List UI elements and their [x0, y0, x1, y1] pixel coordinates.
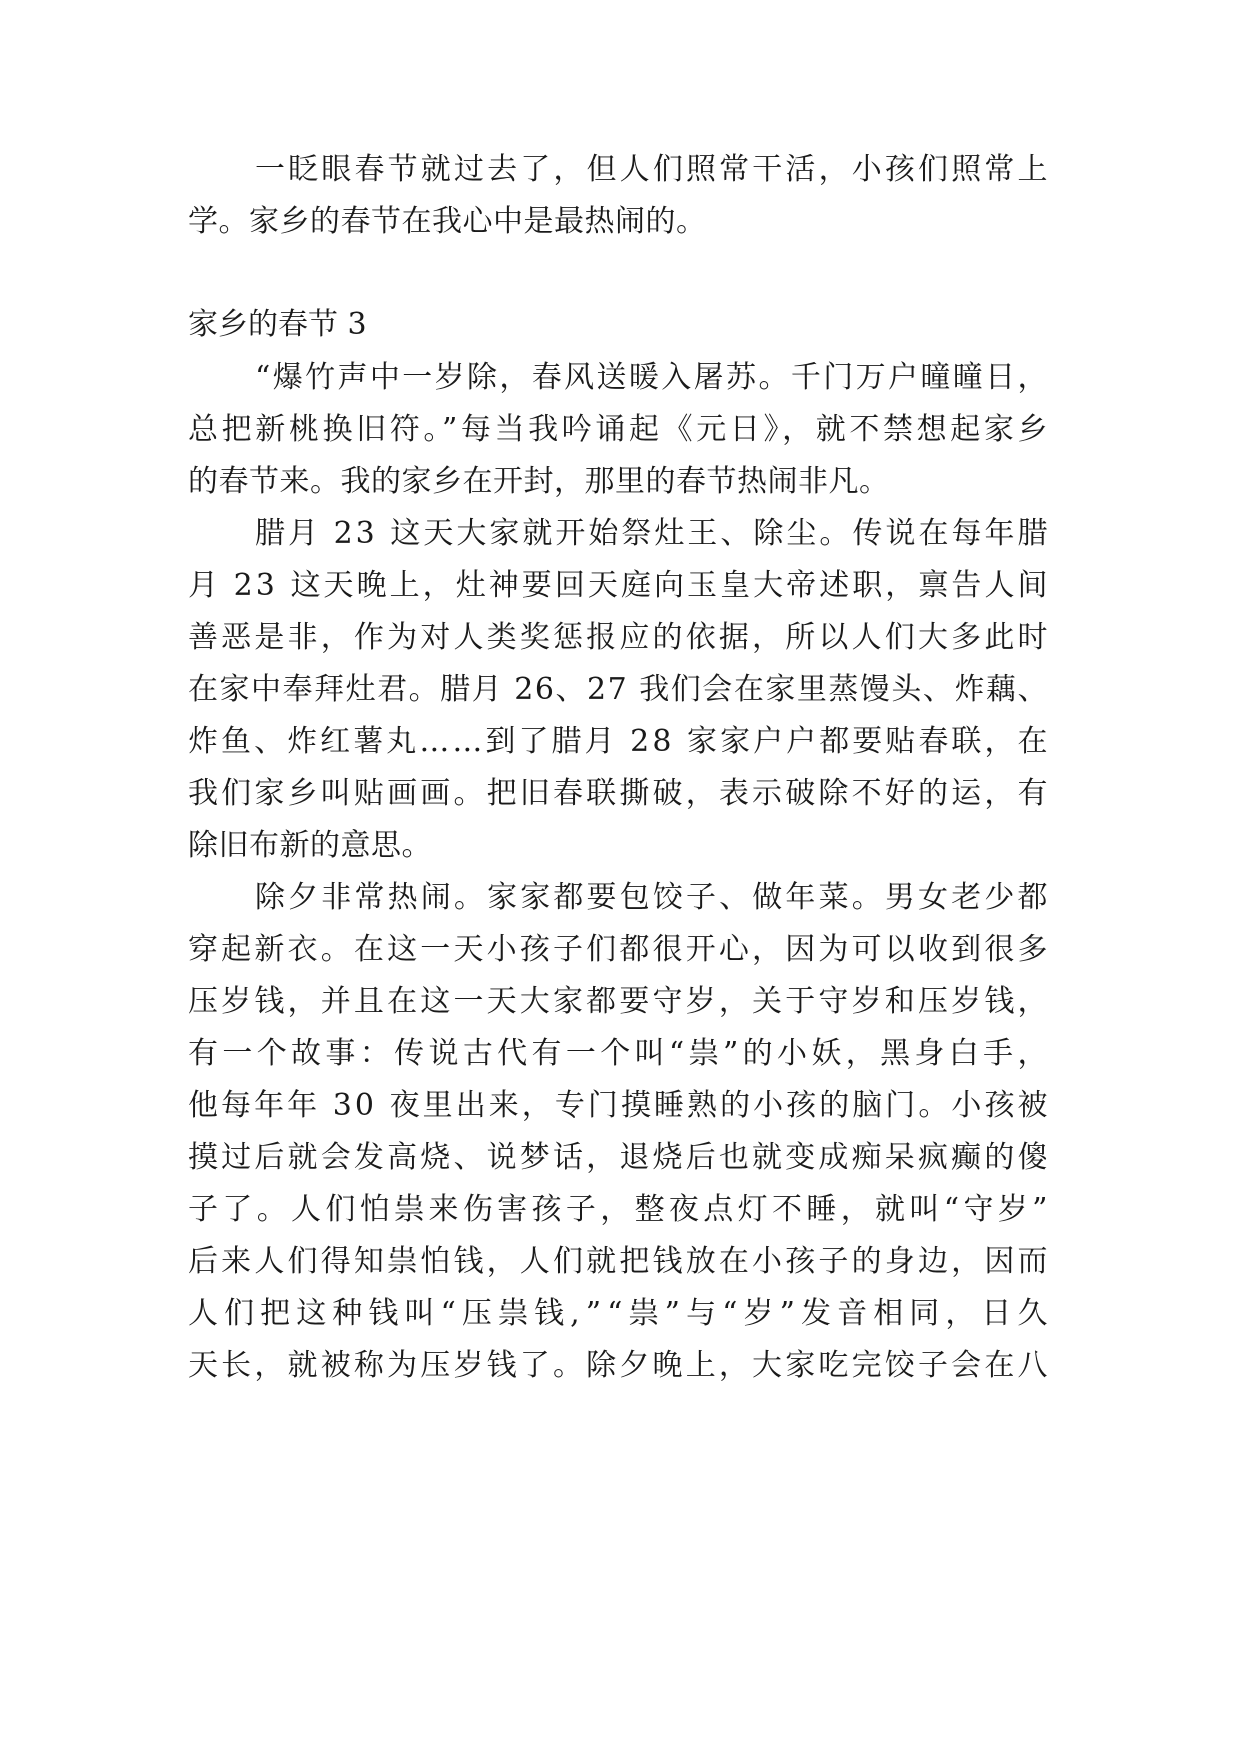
paragraph-line: 压岁钱，并且在这一天大家都要守岁，关于守岁和压岁钱， — [188, 984, 1051, 1019]
paragraph-line: 穿起新衣。在这一天小孩子们都很开心，因为可以收到很多 — [188, 932, 1051, 967]
paragraph-line: 我们家乡叫贴画画。把旧春联撕破，表示破除不好的运，有 — [188, 776, 1051, 811]
paragraph-line: 腊月 23 这天大家就开始祭灶王、除尘。传说在每年腊 — [255, 516, 1051, 551]
paragraph-line: 他每年年 30 夜里出来，专门摸睡熟的小孩的脑门。小孩被 — [188, 1088, 1051, 1123]
paragraph-line: 天长，就被称为压岁钱了。除夕晚上，大家吃完饺子会在八 — [188, 1348, 1051, 1383]
paragraph-line: 一眨眼春节就过去了，但人们照常干活，小孩们照常上 — [255, 152, 1051, 187]
paragraph-line: 有一个故事：传说古代有一个叫“祟”的小妖，黑身白手， — [188, 1036, 1052, 1071]
paragraph-line: 除夕非常热闹。家家都要包饺子、做年菜。男女老少都 — [255, 880, 1051, 915]
paragraph-line: 月 23 这天晚上，灶神要回天庭向玉皇大帝述职，禀告人间 — [188, 568, 1051, 603]
paragraph-line: 子了。人们怕祟来伤害孩子，整夜点灯不睡，就叫“守岁” — [188, 1192, 1052, 1227]
paragraph-line: 除旧布新的意思。 — [188, 828, 432, 863]
paragraph-line: 善恶是非，作为对人类奖惩报应的依据，所以人们大多此时 — [188, 620, 1051, 655]
paragraph-line: 的春节来。我的家乡在开封，那里的春节热闹非凡。 — [188, 464, 890, 499]
paragraph-line: 后来人们得知祟怕钱，人们就把钱放在小孩子的身边，因而 — [188, 1244, 1051, 1279]
paragraph-line: 人们把这种钱叫“压祟钱,”“祟”与“岁”发音相同，日久 — [188, 1296, 1054, 1331]
paragraph-line: 学。家乡的春节在我心中是最热闹的。 — [188, 204, 707, 239]
paragraph-line: 总把新桃换旧符。”每当我吟诵起《元日》，就不禁想起家乡 — [188, 412, 1052, 447]
paragraph-line: 炸鱼、炸红薯丸……到了腊月 28 家家户户都要贴春联，在 — [188, 724, 1051, 759]
paragraph-line: “爆竹声中一岁除，春风送暖入屠苏。千门万户曈曈日， — [255, 360, 1050, 395]
section-heading: 家乡的春节 3 — [188, 307, 367, 342]
paragraph-line: 在家中奉拜灶君。腊月 26、27 我们会在家里蒸馒头、炸藕、 — [188, 672, 1050, 707]
paragraph-line: 摸过后就会发高烧、说梦话，退烧后也就变成痴呆疯癫的傻 — [188, 1140, 1051, 1175]
